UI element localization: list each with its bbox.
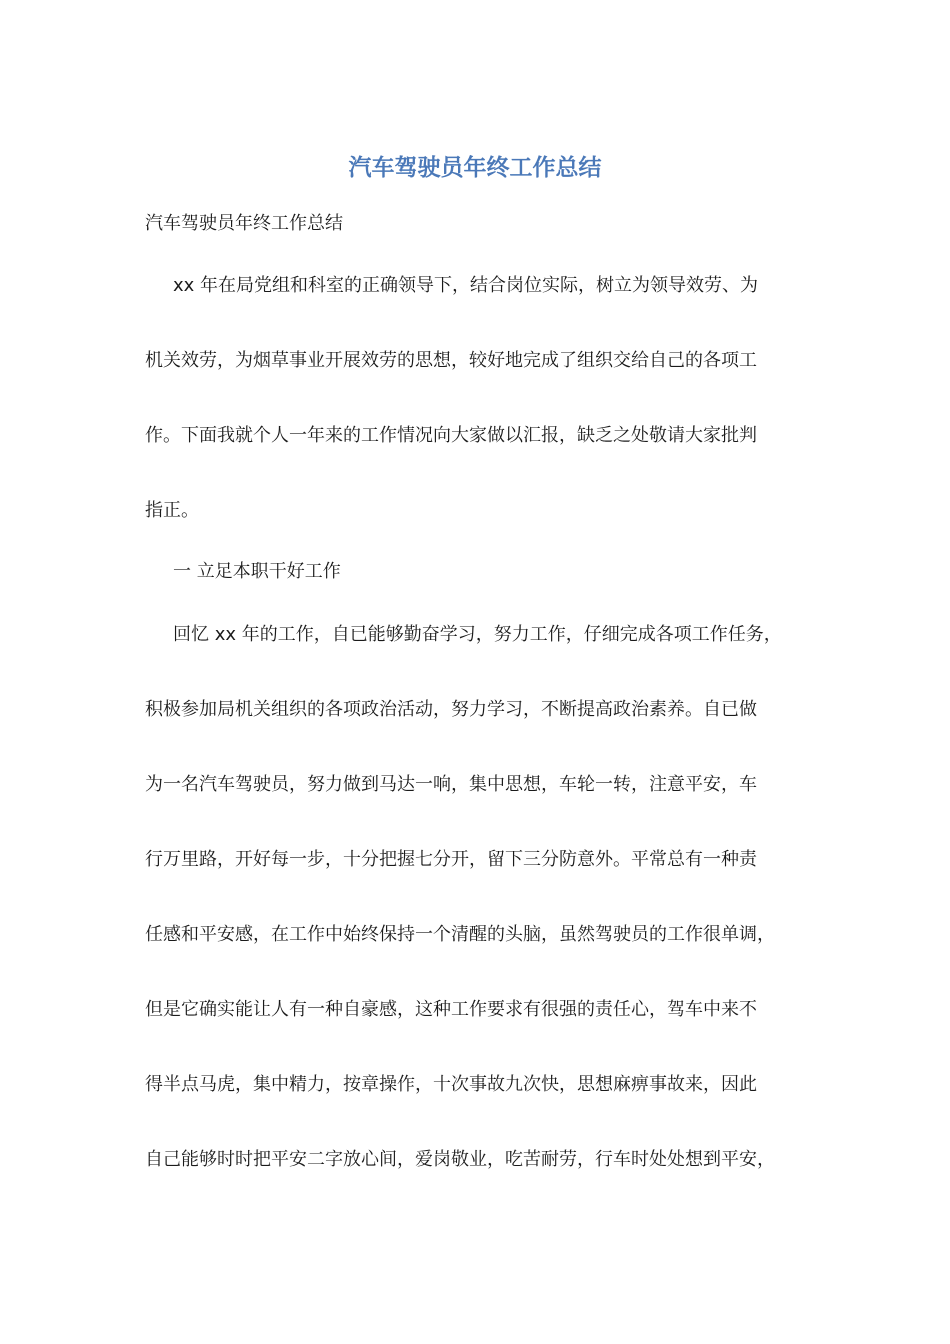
paragraph-section1: [145, 621, 810, 1174]
paragraph-line: 为一名汽车驾驶员，努力做到马达一响，集中思想，车轮一转，注意平安，车: [145, 774, 757, 795]
paragraph-line: 自己能够时时把平安二字放心间，爱岗敬业，吃苦耐劳，行车时处处想到平安，: [145, 1149, 775, 1170]
paragraph-line: 得半点马虎，集中精力，按章操作，十次事故九次快，思想麻痹事故来，因此: [145, 1074, 757, 1095]
paragraph-line: 指正。: [145, 500, 199, 521]
paragraph-line: 任感和平安感，在工作中始终保持一个清醒的头脑，虽然驾驶员的工作很单调，: [145, 924, 775, 945]
paragraph-line: 但是它确实能让人有一种自豪感，这种工作要求有很强的责任心，驾车中来不: [145, 999, 757, 1020]
document-subtitle: 汽车驾驶员年终工作总结: [145, 213, 343, 234]
paragraph-line: 积极参加局机关组织的各项政治活动，努力学习，不断提高政治素养。自已做: [145, 699, 757, 720]
paragraph-line: 机关效劳，为烟草事业开展效劳的思想，较好地完成了组织交给自己的各项工: [145, 350, 757, 371]
section-heading: 一 立足本职干好工作: [173, 561, 341, 582]
paragraph-line: xx 年在局党组和科室的正确领导下，结合岗位实际，树立为领导效劳、为: [173, 275, 759, 296]
paragraph-line: 回忆 xx 年的工作，自已能够勤奋学习，努力工作，仔细完成各项工作任务，: [173, 624, 782, 645]
paragraph-line: 作。下面我就个人一年来的工作情况向大家做以汇报，缺乏之处敬请大家批判: [145, 425, 757, 446]
paragraph-line: 行万里路，开好每一步，十分把握七分开，留下三分防意外。平常总有一种责: [145, 849, 757, 870]
paragraph-intro: [145, 272, 810, 525]
document-title: 汽车驾驶员年终工作总结: [348, 154, 602, 181]
